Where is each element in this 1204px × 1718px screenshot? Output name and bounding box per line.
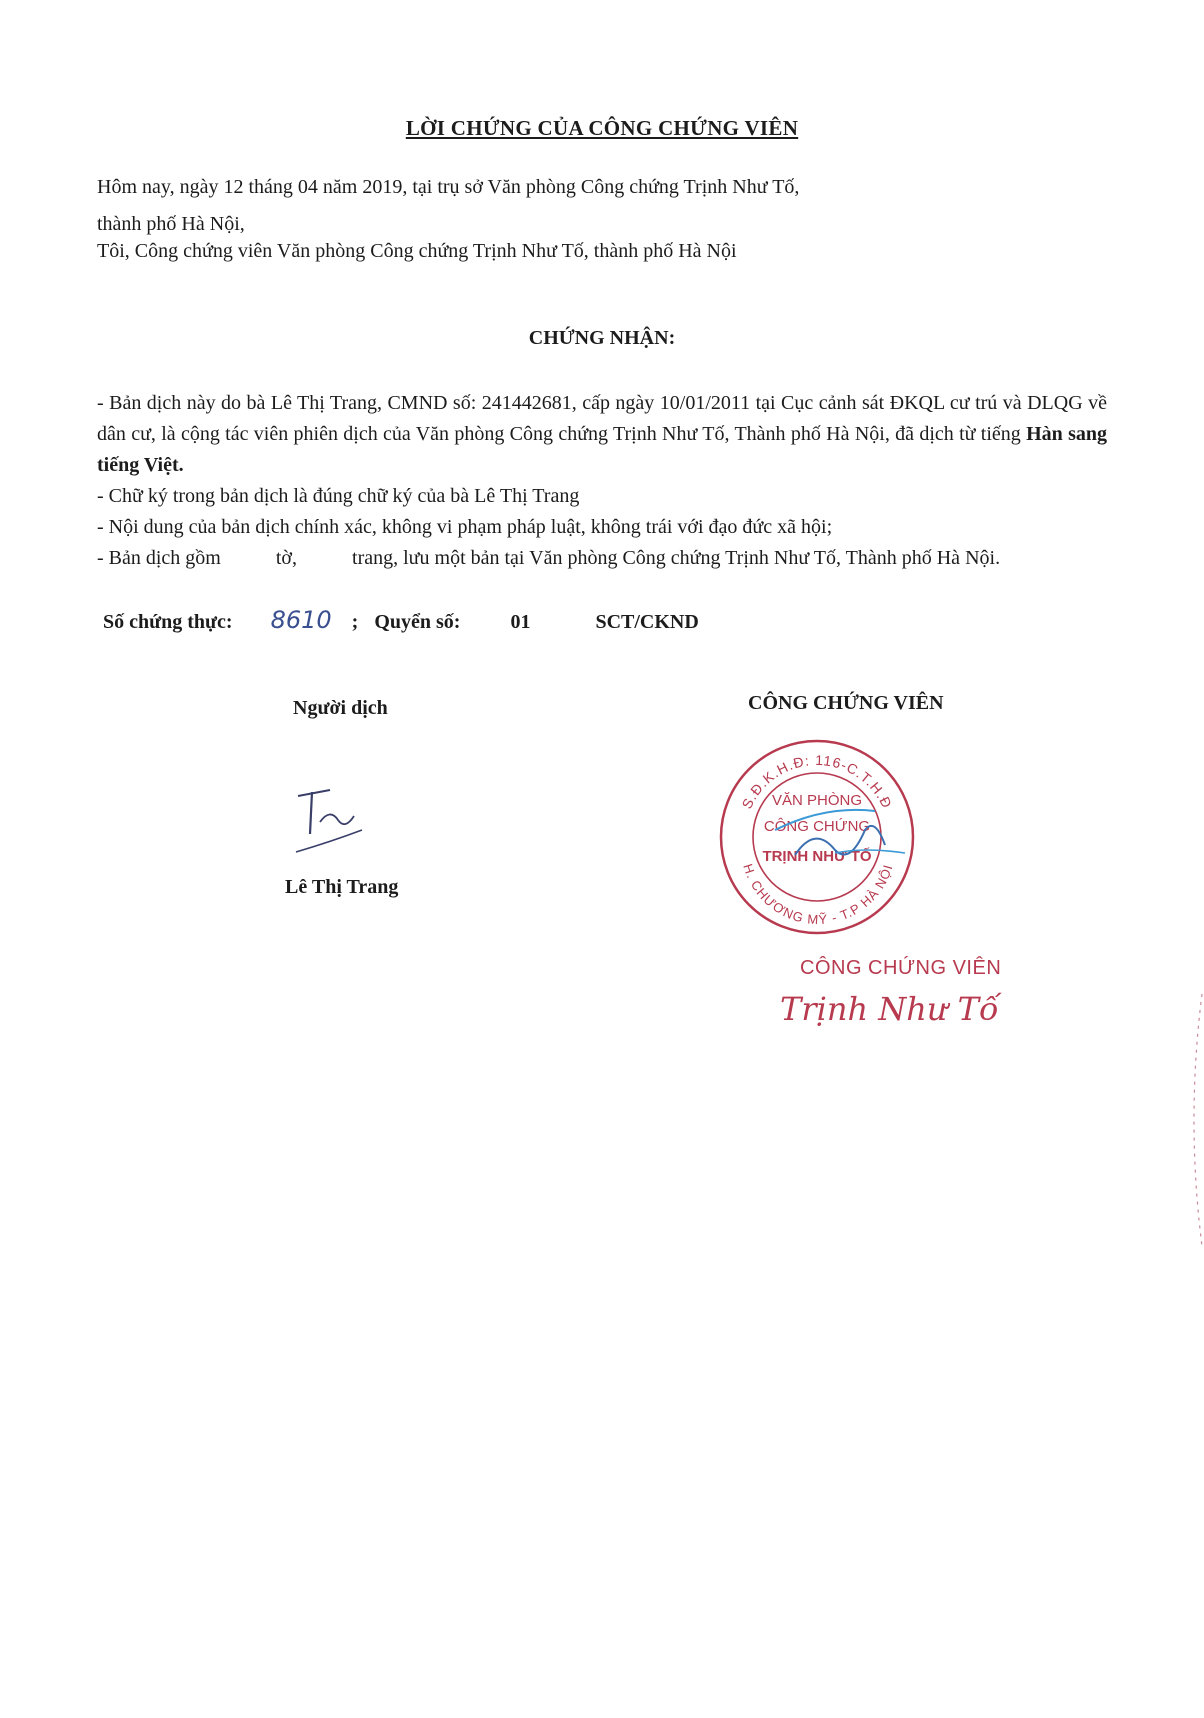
reference-number: 8610 [270, 606, 332, 634]
item-translator [97, 388, 1107, 481]
edge-stamp-mark [1180, 990, 1204, 1250]
reference-separator: ; [351, 611, 359, 633]
stamp-ring-bottom: H. CHƯƠNG MỸ - T.P HÀ NỘI [740, 861, 896, 928]
notary-stamp [715, 735, 920, 940]
item-content: - Nội dung của bản dịch chính xác, không vi phạm pháp luật, không trái với đạo đức xã hội; [97, 516, 833, 538]
document-title: LỜI CHỨNG CỦA CÔNG CHỨNG VIÊN [405, 116, 799, 140]
item-signature: - Chữ ký trong bản dịch là đúng chữ ký của bà Lê Thị Trang [97, 485, 580, 507]
notary-stamp-name: Trịnh Như Tố [780, 990, 999, 1028]
book-code: SCT/CKND [595, 611, 699, 633]
book-number: 01 [510, 611, 531, 633]
notary-label: CÔNG CHỨNG VIÊN [748, 692, 944, 714]
translator-signature [290, 782, 380, 862]
item-language-pair: Hàn sang tiếng Việt. [97, 423, 1107, 476]
intro-line-2: thành phố Hà Nội, [97, 213, 245, 235]
certification-items [97, 388, 1107, 574]
stamp-center-line-2: CÔNG CHỨNG [763, 818, 871, 835]
translator-initials: Trg [302, 830, 310, 835]
reference-line [103, 606, 699, 634]
intro-line-3: Tôi, Công chứng viên Văn phòng Công chứng Trịnh Như Tố, thành phố Hà Nội [97, 240, 737, 262]
certification-heading: CHỨNG NHẬN: [528, 327, 676, 349]
reference-label: Số chứng thực: [103, 611, 233, 633]
stamp-center-line-3: TRỊNH NHƯ TỐ [762, 848, 872, 865]
translator-name: Lê Thị Trang [285, 876, 399, 898]
stamp-center-line-1: VĂN PHÒNG [771, 792, 863, 809]
intro-line-1: Hôm nay, ngày 12 tháng 04 năm 2019, tại trụ sở Văn phòng Công chứng Trịnh Như Tố, [97, 176, 800, 198]
translator-label: Người dịch [293, 697, 388, 719]
item-pages-part-c: trang, lưu một bản tại Văn phòng Công chứng Trịnh Như Tố, Thành phố Hà Nội. [352, 547, 1001, 569]
stamp-ring-top: S.Đ.K.H.Đ: 116-C.T.H.Đ [738, 751, 896, 812]
item-pages [97, 543, 1107, 574]
notary-stamp-title: CÔNG CHỨNG VIÊN [800, 957, 1002, 979]
item-translator-text: - Bản dịch này do bà Lê Thị Trang, CMND số: 241442681, cấp ngày 10/01/2011 tại Cục cảnh sát ĐKQL cư trú và DLQG về dân cư, là cộng tác viên phiên dịch của Văn phòng Công chứng Trịnh Như Tố, Thành phố Hà Nội, đã dịch từ tiếng [97, 392, 1107, 445]
book-label: Quyển số: [374, 611, 461, 633]
item-pages-part-a: - Bản dịch gồm [97, 547, 221, 569]
item-pages-part-b: tờ, [275, 547, 298, 569]
